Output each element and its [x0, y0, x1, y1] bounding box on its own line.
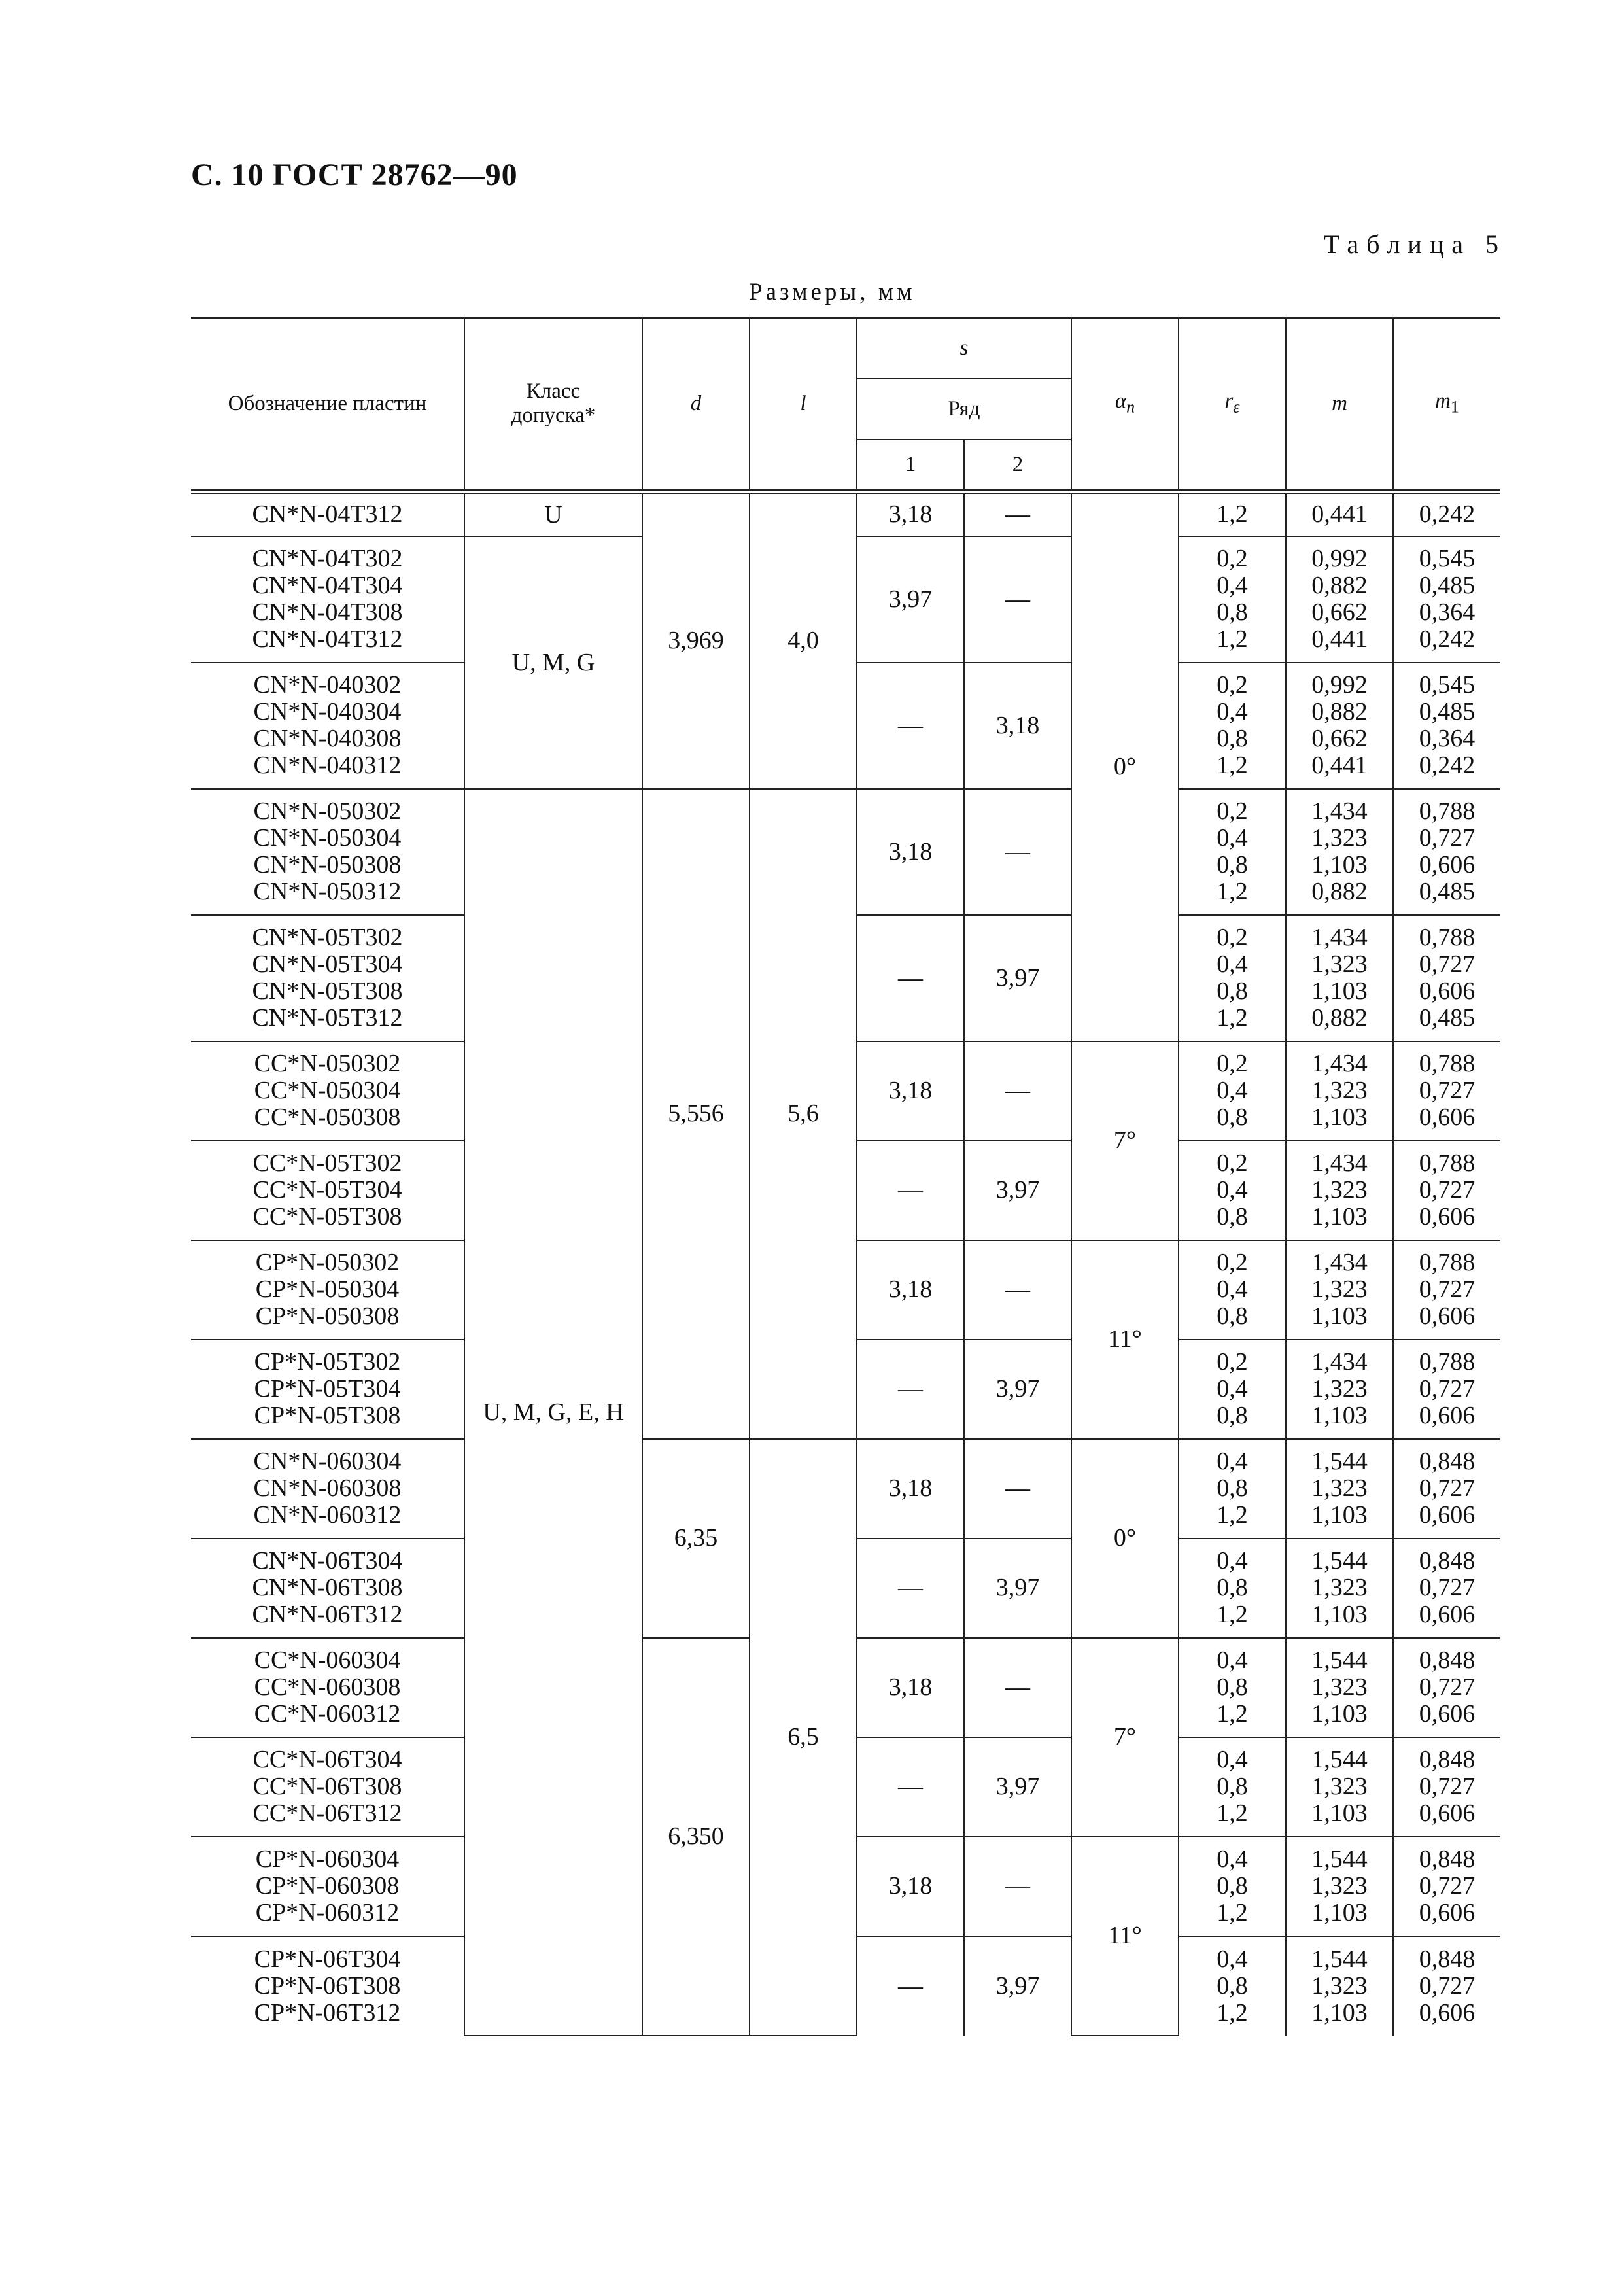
tolerance-cell: U, M, G: [464, 536, 642, 789]
designation-cell: CN*N-04T302 CN*N-04T304 CN*N-04T308 CN*N-04T312: [191, 536, 464, 663]
s1-cell: 3,97: [857, 536, 964, 663]
col-header-r-eps: $r_\varepsilon$: [1179, 318, 1286, 492]
s2-cell: —: [964, 1041, 1071, 1141]
designation-cell: CN*N-040302 CN*N-040304 CN*N-040308 CN*N-040312: [191, 663, 464, 789]
s2-cell: 3,97: [964, 1737, 1071, 1837]
s1-cell: —: [857, 1737, 964, 1837]
m-cell: 1,434 1,323 1,103 0,882: [1286, 915, 1393, 1041]
col-header-series-2: 2: [964, 440, 1071, 492]
col-header-m1: $m_1$: [1393, 318, 1500, 492]
r-cell: 0,2 0,4 0,8 1,2: [1179, 915, 1286, 1041]
s2-cell: —: [964, 1837, 1071, 1936]
m-cell: 0,992 0,882 0,662 0,441: [1286, 663, 1393, 789]
angle-cell: 0°: [1071, 492, 1179, 1041]
m1-cell: 0,788 0,727 0,606: [1393, 1141, 1500, 1240]
m-cell: 1,544 1,323 1,103: [1286, 1439, 1393, 1539]
r-cell: 0,4 0,8 1,2: [1179, 1439, 1286, 1539]
s2-cell: 3,97: [964, 915, 1071, 1041]
col-header-d: d: [642, 318, 750, 492]
d-cell: 6,35: [642, 1439, 750, 1638]
col-header-m: m: [1286, 318, 1393, 492]
m-cell: 1,544 1,323 1,103: [1286, 1837, 1393, 1936]
s2-cell: —: [964, 789, 1071, 915]
s1-cell: —: [857, 915, 964, 1041]
col-header-s: s: [857, 318, 1071, 379]
m1-cell: 0,848 0,727 0,606: [1393, 1936, 1500, 2036]
m1-cell: 0,788 0,727 0,606: [1393, 1240, 1500, 1340]
r-cell: 0,2 0,4 0,8: [1179, 1141, 1286, 1240]
m1-cell: 0,242: [1393, 492, 1500, 536]
designation-cell: CC*N-06T304 CC*N-06T308 CC*N-06T312: [191, 1737, 464, 1837]
s1-cell: 3,18: [857, 1837, 964, 1936]
s1-cell: —: [857, 1936, 964, 2036]
m1-cell: 0,788 0,727 0,606: [1393, 1041, 1500, 1141]
s1-cell: 3,18: [857, 1638, 964, 1737]
m-cell: 0,992 0,882 0,662 0,441: [1286, 536, 1393, 663]
s1-cell: 3,18: [857, 1240, 964, 1340]
col-header-designation: Обозначение пластин: [191, 318, 464, 492]
m-cell: 1,434 1,323 1,103: [1286, 1141, 1393, 1240]
r-cell: 1,2: [1179, 492, 1286, 536]
m-cell: 1,434 1,323 1,103: [1286, 1340, 1393, 1439]
designation-cell: CP*N-06T304 CP*N-06T308 CP*N-06T312: [191, 1936, 464, 2036]
r-cell: 0,4 0,8 1,2: [1179, 1539, 1286, 1638]
d-cell: 5,556: [642, 789, 750, 1439]
s1-cell: 3,18: [857, 1041, 964, 1141]
designation-cell: CC*N-060304 CC*N-060308 CC*N-060312: [191, 1638, 464, 1737]
designation-cell: CN*N-06T304 CN*N-06T308 CN*N-06T312: [191, 1539, 464, 1638]
m1-cell: 0,788 0,727 0,606 0,485: [1393, 915, 1500, 1041]
s2-cell: —: [964, 1240, 1071, 1340]
s2-cell: —: [964, 536, 1071, 663]
r-cell: 0,4 0,8 1,2: [1179, 1638, 1286, 1737]
r-cell: 0,2 0,4 0,8 1,2: [1179, 536, 1286, 663]
r-cell: 0,4 0,8 1,2: [1179, 1936, 1286, 2036]
m1-cell: 0,545 0,485 0,364 0,242: [1393, 536, 1500, 663]
designation-cell: CP*N-050302 CP*N-050304 CP*N-050308: [191, 1240, 464, 1340]
m1-cell: 0,848 0,727 0,606: [1393, 1638, 1500, 1737]
table-label: Таблица 5: [1323, 230, 1506, 259]
m-cell: 1,434 1,323 1,103 0,882: [1286, 789, 1393, 915]
designation-cell: CN*N-04T312: [191, 492, 464, 536]
s1-cell: 3,18: [857, 492, 964, 536]
m1-cell: 0,848 0,727 0,606: [1393, 1439, 1500, 1539]
m1-cell: 0,848 0,727 0,606: [1393, 1837, 1500, 1936]
s1-cell: 3,18: [857, 1439, 964, 1539]
designation-cell: CN*N-060304 CN*N-060308 CN*N-060312: [191, 1439, 464, 1539]
m-cell: 1,544 1,323 1,103: [1286, 1936, 1393, 2036]
s1-cell: —: [857, 663, 964, 789]
page-header: С. 10 ГОСТ 28762—90: [191, 158, 518, 192]
m-cell: 1,434 1,323 1,103: [1286, 1240, 1393, 1340]
r-cell: 0,2 0,4 0,8 1,2: [1179, 789, 1286, 915]
s2-cell: —: [964, 492, 1071, 536]
tolerance-cell: U, M, G, E, H: [464, 789, 642, 2036]
angle-cell: 0°: [1071, 1439, 1179, 1638]
col-header-l: l: [750, 318, 857, 492]
designation-cell: CC*N-050302 CC*N-050304 CC*N-050308: [191, 1041, 464, 1141]
r-cell: 0,2 0,4 0,8 1,2: [1179, 663, 1286, 789]
l-cell: 5,6: [750, 789, 857, 1439]
units-label: Размеры, мм: [749, 279, 916, 305]
s2-cell: 3,97: [964, 1141, 1071, 1240]
inserts-table: [191, 317, 1500, 2036]
m-cell: 1,434 1,323 1,103: [1286, 1041, 1393, 1141]
s2-cell: 3,18: [964, 663, 1071, 789]
r-cell: 0,4 0,8 1,2: [1179, 1737, 1286, 1837]
m-cell: 1,544 1,323 1,103: [1286, 1638, 1393, 1737]
designation-cell: CP*N-05T302 CP*N-05T304 CP*N-05T308: [191, 1340, 464, 1439]
m1-cell: 0,788 0,727 0,606: [1393, 1340, 1500, 1439]
l-cell: 6,5: [750, 1439, 857, 2036]
col-header-series: Ряд: [857, 379, 1071, 440]
d-cell: 3,969: [642, 492, 750, 789]
col-header-tolerance: Класс допуска*: [464, 318, 642, 492]
s1-cell: —: [857, 1539, 964, 1638]
d-cell: 6,350: [642, 1638, 750, 2036]
l-cell: 4,0: [750, 492, 857, 789]
m1-cell: 0,545 0,485 0,364 0,242: [1393, 663, 1500, 789]
designation-cell: CN*N-05T302 CN*N-05T304 CN*N-05T308 CN*N-05T312: [191, 915, 464, 1041]
s2-cell: 3,97: [964, 1936, 1071, 2036]
r-cell: 0,4 0,8 1,2: [1179, 1837, 1286, 1936]
s1-cell: —: [857, 1340, 964, 1439]
s2-cell: —: [964, 1638, 1071, 1737]
m-cell: 1,544 1,323 1,103: [1286, 1737, 1393, 1837]
m-cell: 0,441: [1286, 492, 1393, 536]
angle-cell: 7°: [1071, 1041, 1179, 1240]
m-cell: 1,544 1,323 1,103: [1286, 1539, 1393, 1638]
s1-cell: —: [857, 1141, 964, 1240]
s2-cell: 3,97: [964, 1340, 1071, 1439]
m1-cell: 0,848 0,727 0,606: [1393, 1539, 1500, 1638]
r-cell: 0,2 0,4 0,8: [1179, 1041, 1286, 1141]
m1-cell: 0,848 0,727 0,606: [1393, 1737, 1500, 1837]
s1-cell: 3,18: [857, 789, 964, 915]
s2-cell: 3,97: [964, 1539, 1071, 1638]
tolerance-cell: U: [464, 492, 642, 536]
angle-cell: 7°: [1071, 1638, 1179, 1837]
r-cell: 0,2 0,4 0,8: [1179, 1240, 1286, 1340]
col-header-series-1: 1: [857, 440, 964, 492]
col-header-alpha: $\alpha_n$: [1071, 318, 1179, 492]
designation-cell: CC*N-05T302 CC*N-05T304 CC*N-05T308: [191, 1141, 464, 1240]
designation-cell: CP*N-060304 CP*N-060308 CP*N-060312: [191, 1837, 464, 1936]
angle-cell: 11°: [1071, 1837, 1179, 2036]
s2-cell: —: [964, 1439, 1071, 1539]
designation-cell: CN*N-050302 CN*N-050304 CN*N-050308 CN*N-050312: [191, 789, 464, 915]
angle-cell: 11°: [1071, 1240, 1179, 1439]
r-cell: 0,2 0,4 0,8: [1179, 1340, 1286, 1439]
m1-cell: 0,788 0,727 0,606 0,485: [1393, 789, 1500, 915]
